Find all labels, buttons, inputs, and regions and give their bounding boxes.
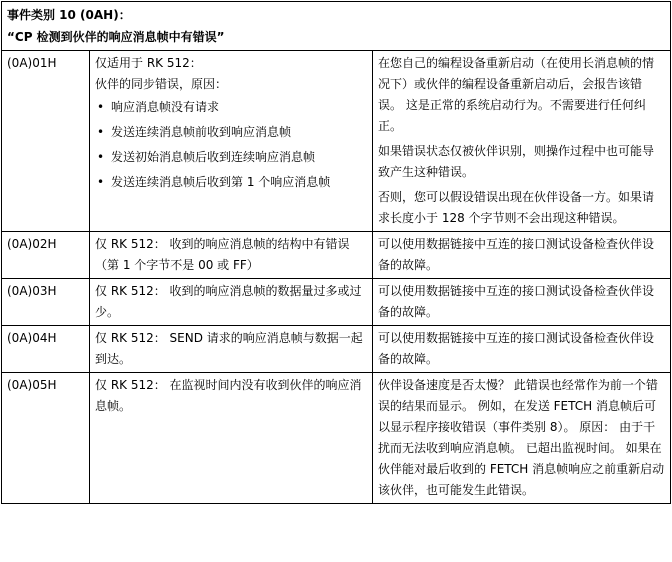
event-remedy: 可以使用数据链接中互连的接口测试设备检查伙伴设备的故障。 — [373, 326, 671, 373]
event-category-title: “CP 检测到伙伴的响应消息帧中有错误” — [7, 30, 225, 44]
list-item — [95, 95, 367, 120]
remedy-paragraph: 否则，您可以假设错误出现在伙伴设备一方。如果请求长度小于 128 个字节则不会出现这种错误。 — [378, 190, 655, 225]
bullet-text: 发送连续消息帧前收到响应消息帧 — [111, 125, 292, 139]
bullet-icon: • — [97, 150, 105, 164]
remedy-paragraph: 如果错误状态仅被伙伴识别，则操作过程中也可能导致产生这种错误。 — [378, 144, 655, 179]
cause-bullet-list — [95, 95, 367, 195]
event-remedy — [373, 51, 671, 232]
table-header-row — [2, 2, 671, 51]
event-cause — [90, 51, 373, 232]
event-code: (0A)05H — [2, 373, 90, 504]
event-code: (0A)02H — [2, 232, 90, 279]
event-remedy: 可以使用数据链接中互连的接口测试设备检查伙伴设备的故障。 — [373, 232, 671, 279]
event-category-label: 事件类别 10 (0AH)： — [7, 8, 131, 22]
event-class-table — [1, 1, 671, 504]
list-item — [95, 145, 367, 170]
table-row — [2, 326, 671, 373]
cause-intro: 伙伴的同步错误，原因： — [95, 77, 228, 91]
event-code: (0A)04H — [2, 326, 90, 373]
event-cause: 仅 RK 512： SEND 请求的响应消息帧与数据一起到达。 — [90, 326, 373, 373]
event-cause: 仅 RK 512： 收到的响应消息帧的数据量过多或过少。 — [90, 279, 373, 326]
bullet-icon: • — [97, 100, 105, 114]
table-row — [2, 373, 671, 504]
bullet-icon: • — [97, 175, 105, 189]
table-row — [2, 232, 671, 279]
bullet-text: 发送连续消息帧后收到第 1 个响应消息帧 — [111, 175, 331, 189]
event-cause: 仅 RK 512： 收到的响应消息帧的结构中有错误（第 1 个字节不是 00 或 FF） — [90, 232, 373, 279]
event-remedy: 伙伴设备速度是否太慢？ 此错误也经常作为前一个错误的结果而显示。 例如，在发送 FETCH 消息帧后可以显示程序接收错误（事件类别 8）。 原因： 由于干扰而无法收到响应消息帧。 已超出监视时间。 如果在伙伴能对最后收到的 FETCH 消息帧响应之前重新启动该伙伴，也可能发生此错误。 — [373, 373, 671, 504]
bullet-icon: • — [97, 125, 105, 139]
event-code: (0A)03H — [2, 279, 90, 326]
bullet-text: 发送初始消息帧后收到连续响应消息帧 — [111, 150, 316, 164]
list-item — [95, 170, 367, 195]
table-row — [2, 51, 671, 232]
table-row — [2, 279, 671, 326]
cause-title: 仅适用于 RK 512： — [95, 56, 202, 70]
event-cause: 仅 RK 512： 在监视时间内没有收到伙伴的响应消息帧。 — [90, 373, 373, 504]
event-remedy: 可以使用数据链接中互连的接口测试设备检查伙伴设备的故障。 — [373, 279, 671, 326]
event-class-header — [2, 2, 671, 51]
bullet-text: 响应消息帧没有请求 — [111, 100, 220, 114]
list-item — [95, 120, 367, 145]
remedy-paragraph: 在您自己的编程设备重新启动（在使用长消息帧的情况下）或伙伴的编程设备重新启动后，会报告该错误。 这是正常的系统启动行为。不需要进行任何纠正。 — [378, 56, 655, 133]
event-code: (0A)01H — [2, 51, 90, 232]
